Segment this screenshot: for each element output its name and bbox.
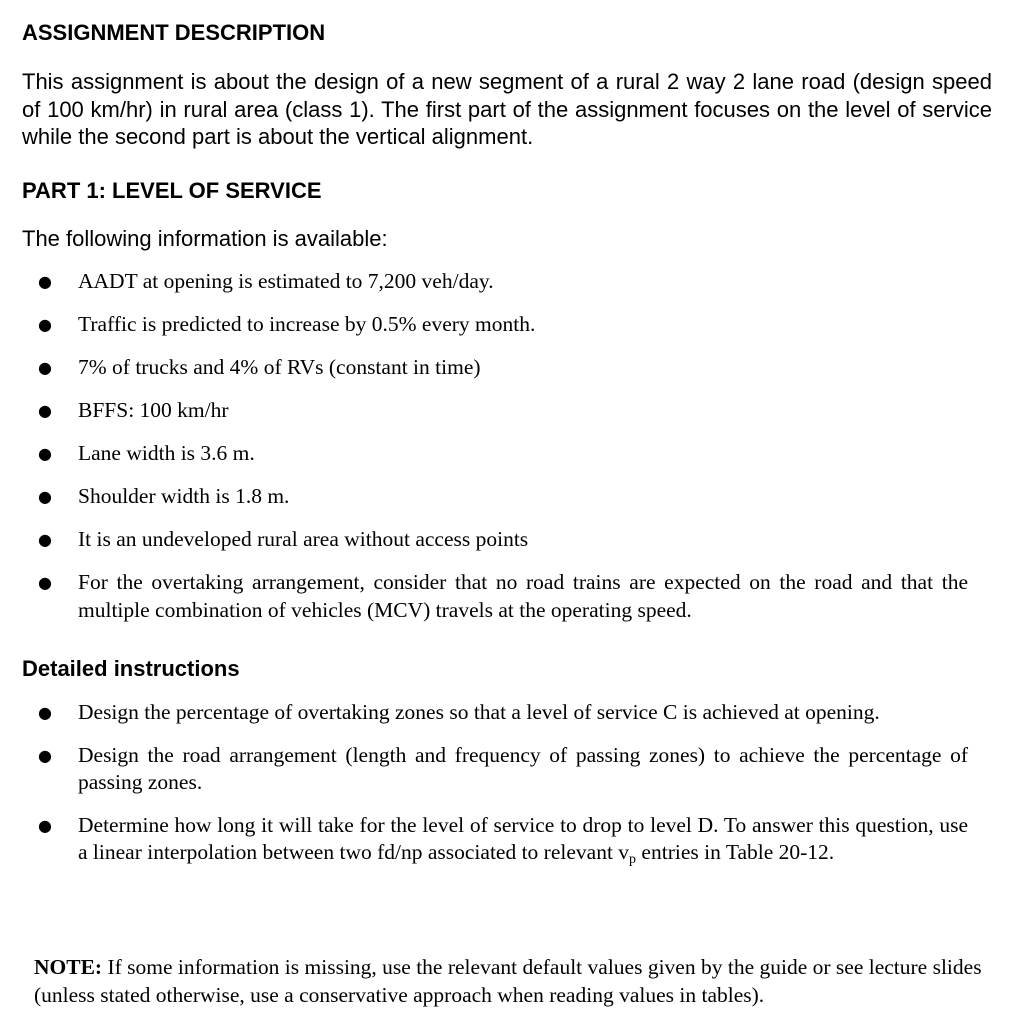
bullet-icon: ● [38,444,52,463]
assignment-title: ASSIGNMENT DESCRIPTION [22,20,326,45]
bullet-icon: ● [38,487,52,506]
info-item-bffs: ● BFFS: 100 km/hr [0,397,968,425]
info-item-area: ● It is an undeveloped rural area without access points [0,526,968,554]
bullet-icon: ● [38,745,52,765]
note-paragraph [34,953,996,1009]
instructions-list [0,699,968,867]
note-text: If some information is missing, use the relevant default values given by the guide or see lecture slides (unless stated otherwise, use a conservative approach when reading values in tables). [34,955,982,1007]
part1-lead: The following information is available: [22,226,388,251]
info-item-trucks: ● 7% of trucks and 4% of RVs (constant in time) [0,354,968,382]
instruction-item-road-arrangement: ● Design the road arrangement (length and frequency of passing zones) to achieve the percentage of passing zones. [38,742,968,794]
bullet-icon: ● [38,703,52,722]
bullet-icon: ● [38,315,52,334]
bullet-icon: ● [38,358,52,377]
instructions-title: Detailed instructions [22,656,240,681]
info-item-growth: ● Traffic is predicted to increase by 0.5% every month. [0,311,968,339]
info-item-aadt: ● AADT at opening is estimated to 7,200 veh/day. [0,268,968,296]
part1-title: PART 1: LEVEL OF SERVICE [22,178,322,203]
instruction-item-level-d: ● Determine how long it will take for the level of service to drop to level D. To answer this question, use a linear interpolation between two fd/np associated to relevant $v_p$ entries in Table 20-12. [38,812,968,867]
bullet-icon: ● [38,530,52,549]
bullet-icon: ● [38,573,52,592]
note-label: NOTE: [34,955,103,979]
info-item-shoulder-width: ● Shoulder width is 1.8 m. [0,483,968,511]
bullet-icon: ● [38,401,52,420]
part1-info-list [0,268,968,624]
instruction-item-overtaking-zones: ● Design the percentage of overtaking zones so that a level of service C is achieved at opening. [0,699,968,727]
bullet-icon: ● [38,272,52,291]
info-item-lane-width: ● Lane width is 3.6 m. [0,440,968,468]
assignment-intro: This assignment is about the design of a new segment of a rural 2 way 2 lane road (design speed of 100 km/hr) in rural area (class 1). The first part of the assignment focuses on the level of service while the second part is about the vertical alignment. [22,69,992,149]
info-item-overtaking: ● For the overtaking arrangement, consider that no road trains are expected on the road and that the multiple combination of vehicles (MCV) travels at the operating speed. [38,570,968,622]
bullet-icon: ● [38,815,52,835]
